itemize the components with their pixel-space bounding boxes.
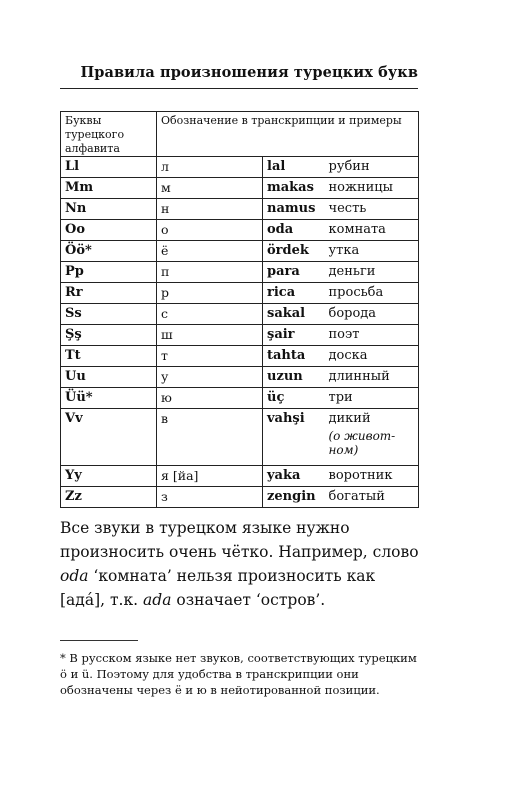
transcription-cell: ш (157, 325, 263, 346)
table-row (61, 409, 419, 466)
table-header-row (61, 112, 419, 157)
letter-cell: Ll (61, 157, 157, 178)
letter-cell: Pp (61, 262, 157, 283)
table-row (61, 241, 419, 262)
meaning-cell (325, 157, 419, 178)
transcription-cell: з (157, 487, 263, 508)
meaning-text: комната (328, 222, 386, 237)
letter-cell: Vv (61, 409, 157, 466)
letter-cell: Öö* (61, 241, 157, 262)
meaning-text: три (328, 390, 353, 405)
example-word-cell: ördek (263, 241, 325, 262)
meaning-cell (325, 199, 419, 220)
transcription-cell: л (157, 157, 263, 178)
transcription-cell: м (157, 178, 263, 199)
letter-cell: Zz (61, 487, 157, 508)
letter-cell: Üü* (61, 388, 157, 409)
body-text-part: Все звуки в турецком языке нужно произносить очень чётко. Например, слово (60, 519, 419, 561)
meaning-cell (325, 220, 419, 241)
meaning-cell (325, 325, 419, 346)
body-text-part: означает ‘остров’. (171, 591, 326, 609)
example-word-cell: yaka (263, 466, 325, 487)
alphabet-table-body (61, 157, 419, 508)
col-transcription-header: Обозначение в транскрипции и примеры (157, 112, 419, 157)
meaning-text: деньги (328, 264, 376, 279)
table-row (61, 304, 419, 325)
meaning-text: утка (328, 243, 360, 258)
example-word-cell: üç (263, 388, 325, 409)
example-word-ada: ada (143, 591, 172, 609)
table-row (61, 199, 419, 220)
example-word-cell: para (263, 262, 325, 283)
example-word-cell: oda (263, 220, 325, 241)
meaning-cell (325, 487, 419, 508)
meaning-text: честь (328, 201, 367, 216)
letter-cell: Mm (61, 178, 157, 199)
letter-cell: Uu (61, 367, 157, 388)
letter-cell: Şş (61, 325, 157, 346)
meaning-cell (325, 388, 419, 409)
table-row (61, 487, 419, 508)
meaning-text: поэт (328, 327, 360, 342)
transcription-cell: в (157, 409, 263, 466)
meaning-text: богатый (328, 489, 385, 504)
letter-cell: Rr (61, 283, 157, 304)
table-row (61, 367, 419, 388)
example-word-cell: lal (263, 157, 325, 178)
meaning-text: ножницы (328, 180, 393, 195)
table-row (61, 346, 419, 367)
transcription-cell: р (157, 283, 263, 304)
meaning-cell (325, 409, 419, 466)
example-word-cell: namus (263, 199, 325, 220)
meaning-cell (325, 367, 419, 388)
body-paragraph (60, 516, 420, 612)
meaning-note: (о живот-ном) (328, 429, 396, 457)
table-row (61, 178, 419, 199)
transcription-cell: о (157, 220, 263, 241)
meaning-cell (325, 466, 419, 487)
col-letters-header: Буквы турецкого алфавита (61, 112, 157, 157)
transcription-cell: н (157, 199, 263, 220)
transcription-cell: с (157, 304, 263, 325)
letter-cell: Oo (61, 220, 157, 241)
meaning-text: воротник (328, 468, 393, 483)
transcription-cell: т (157, 346, 263, 367)
table-row (61, 466, 419, 487)
table-row (61, 220, 419, 241)
meaning-text: дикий (328, 411, 371, 426)
letter-cell: Yy (61, 466, 157, 487)
table-row (61, 157, 419, 178)
header-rule (60, 88, 418, 89)
body-text-part: ‘комната’ нельзя произносить как [ада́], т.к. (60, 567, 376, 609)
meaning-text: доска (328, 348, 368, 363)
alphabet-table (60, 111, 419, 508)
table-row (61, 388, 419, 409)
meaning-cell (325, 178, 419, 199)
meaning-cell (325, 304, 419, 325)
footnote-rule (60, 640, 138, 641)
meaning-text: рубин (328, 159, 370, 174)
table-row (61, 262, 419, 283)
transcription-cell: ю (157, 388, 263, 409)
example-word-cell: rica (263, 283, 325, 304)
example-word-cell: sakal (263, 304, 325, 325)
meaning-text: борода (328, 306, 377, 321)
meaning-text: просьба (328, 285, 384, 300)
table-row (61, 325, 419, 346)
example-word-cell: makas (263, 178, 325, 199)
example-word-cell: zengin (263, 487, 325, 508)
footnote: * В русском языке нет звуков, соответствующих турецким ö и ü. Поэтому для удобства в транскрипции они обозначены через ё и ю в нейотированной позиции. (60, 651, 417, 697)
meaning-cell (325, 346, 419, 367)
letter-cell: Tt (61, 346, 157, 367)
example-word-cell: şair (263, 325, 325, 346)
transcription-cell: п (157, 262, 263, 283)
example-word-cell: tahta (263, 346, 325, 367)
transcription-cell: у (157, 367, 263, 388)
meaning-cell (325, 283, 419, 304)
page-header-title: Правила произношения турецких букв (80, 64, 418, 81)
letter-cell: Nn (61, 199, 157, 220)
example-word-oda: oda (60, 567, 89, 585)
example-word-cell: uzun (263, 367, 325, 388)
meaning-cell (325, 241, 419, 262)
transcription-cell: я [йа] (157, 466, 263, 487)
example-word-cell: vahşi (263, 409, 325, 466)
transcription-cell: ё (157, 241, 263, 262)
table-row (61, 283, 419, 304)
meaning-cell (325, 262, 419, 283)
letter-cell: Ss (61, 304, 157, 325)
meaning-text: длинный (328, 369, 390, 384)
